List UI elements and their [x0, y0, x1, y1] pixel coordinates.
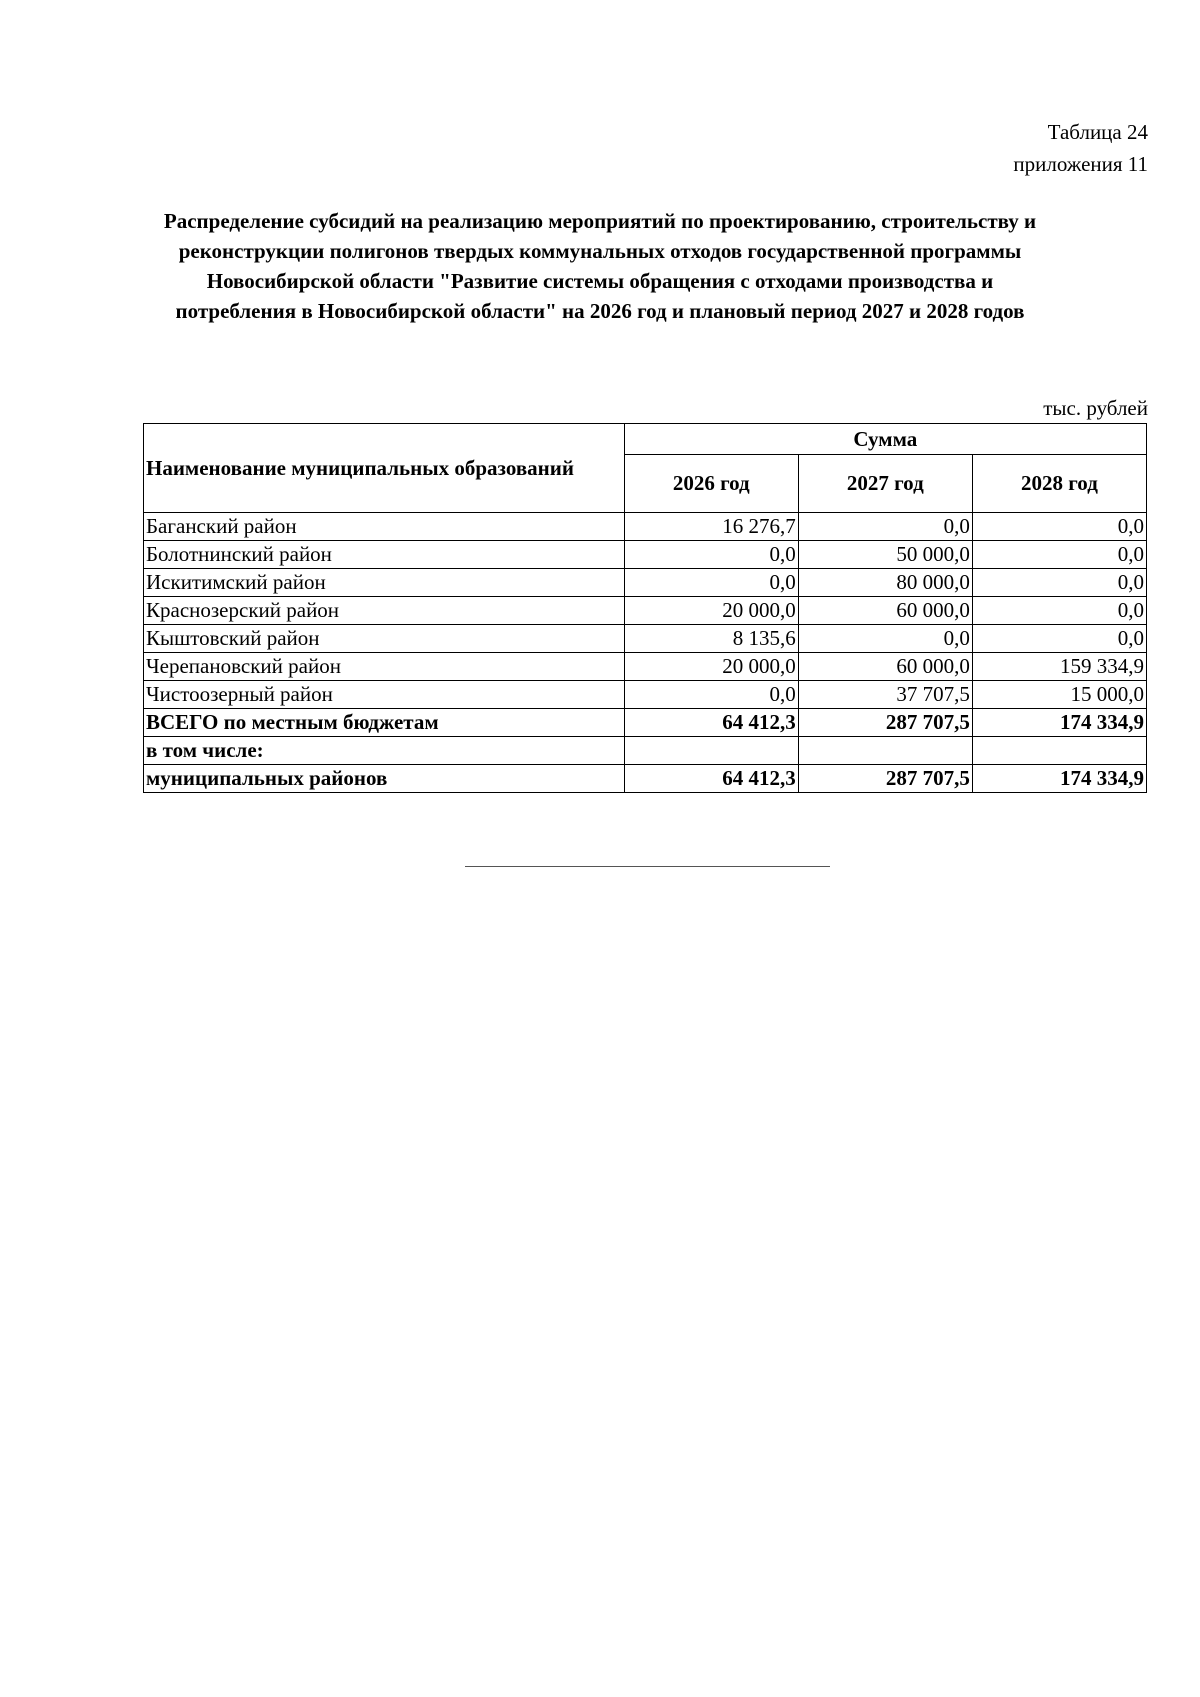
municipal-2026: 64 412,3: [624, 765, 798, 793]
table-row: [144, 625, 1147, 653]
value-2027: 37 707,5: [798, 681, 972, 709]
value-2026: 0,0: [624, 569, 798, 597]
column-header-name: Наименование муниципальных образований: [144, 424, 625, 513]
appendix-number: приложения 11: [1013, 152, 1148, 176]
table-row: [144, 653, 1147, 681]
value-2028: 0,0: [972, 625, 1146, 653]
total-2027: 287 707,5: [798, 709, 972, 737]
table-row: [144, 597, 1147, 625]
value-2026: 8 135,6: [624, 625, 798, 653]
row-name: Кыштовский район: [144, 625, 625, 653]
row-name: муниципальных районов: [144, 765, 625, 793]
total-2026: 64 412,3: [624, 709, 798, 737]
column-header-2027: 2027 год: [798, 455, 972, 513]
value-2027: 0,0: [798, 625, 972, 653]
value-2028: 159 334,9: [972, 653, 1146, 681]
value-2028: 0,0: [972, 569, 1146, 597]
municipal-districts-row: [144, 765, 1147, 793]
total-row: [144, 709, 1147, 737]
value-2026: 0,0: [624, 681, 798, 709]
value-2027: 60 000,0: [798, 653, 972, 681]
value-2028: 0,0: [972, 541, 1146, 569]
column-header-2026: 2026 год: [624, 455, 798, 513]
value-2026: 20 000,0: [624, 653, 798, 681]
value-2026: 0,0: [624, 541, 798, 569]
column-header-2028: 2028 год: [972, 455, 1146, 513]
row-name: Искитимский район: [144, 569, 625, 597]
value-2028: 0,0: [972, 513, 1146, 541]
municipal-2027: 287 707,5: [798, 765, 972, 793]
value-2026: 20 000,0: [624, 597, 798, 625]
value-2027: 0,0: [798, 513, 972, 541]
row-name: Баганский район: [144, 513, 625, 541]
subsidy-table: [143, 423, 1147, 793]
row-name: Чистоозерный район: [144, 681, 625, 709]
value-2028: 0,0: [972, 597, 1146, 625]
value-2027: 80 000,0: [798, 569, 972, 597]
row-name: в том числе:: [144, 737, 625, 765]
value-2028: 15 000,0: [972, 681, 1146, 709]
column-header-sum: Сумма: [624, 424, 1146, 455]
separator-line: [465, 866, 830, 867]
value-2027: 50 000,0: [798, 541, 972, 569]
document-title: Распределение субсидий на реализацию мероприятий по проектированию, строительству и реконструкции полигонов твердых коммунальных отходов государственной программы Новосибирской области "Развитие системы обращения с отходами производства и потребления в Новосибирской области" на 2026 год и плановый период 2027 и 2028 годов: [163, 209, 1037, 323]
table-number: Таблица 24: [1047, 120, 1148, 144]
total-2028: 174 334,9: [972, 709, 1146, 737]
row-name: ВСЕГО по местным бюджетам: [144, 709, 625, 737]
units-label: тыс. рублей: [1043, 396, 1148, 420]
table-row: [144, 569, 1147, 597]
value-2027: 60 000,0: [798, 597, 972, 625]
row-name: Болотнинский район: [144, 541, 625, 569]
row-name: Черепановский район: [144, 653, 625, 681]
value-2026: 16 276,7: [624, 513, 798, 541]
table-row: [144, 681, 1147, 709]
table-row: [144, 541, 1147, 569]
row-name: Краснозерский район: [144, 597, 625, 625]
municipal-2028: 174 334,9: [972, 765, 1146, 793]
including-row: [144, 737, 1147, 765]
table-row: [144, 513, 1147, 541]
